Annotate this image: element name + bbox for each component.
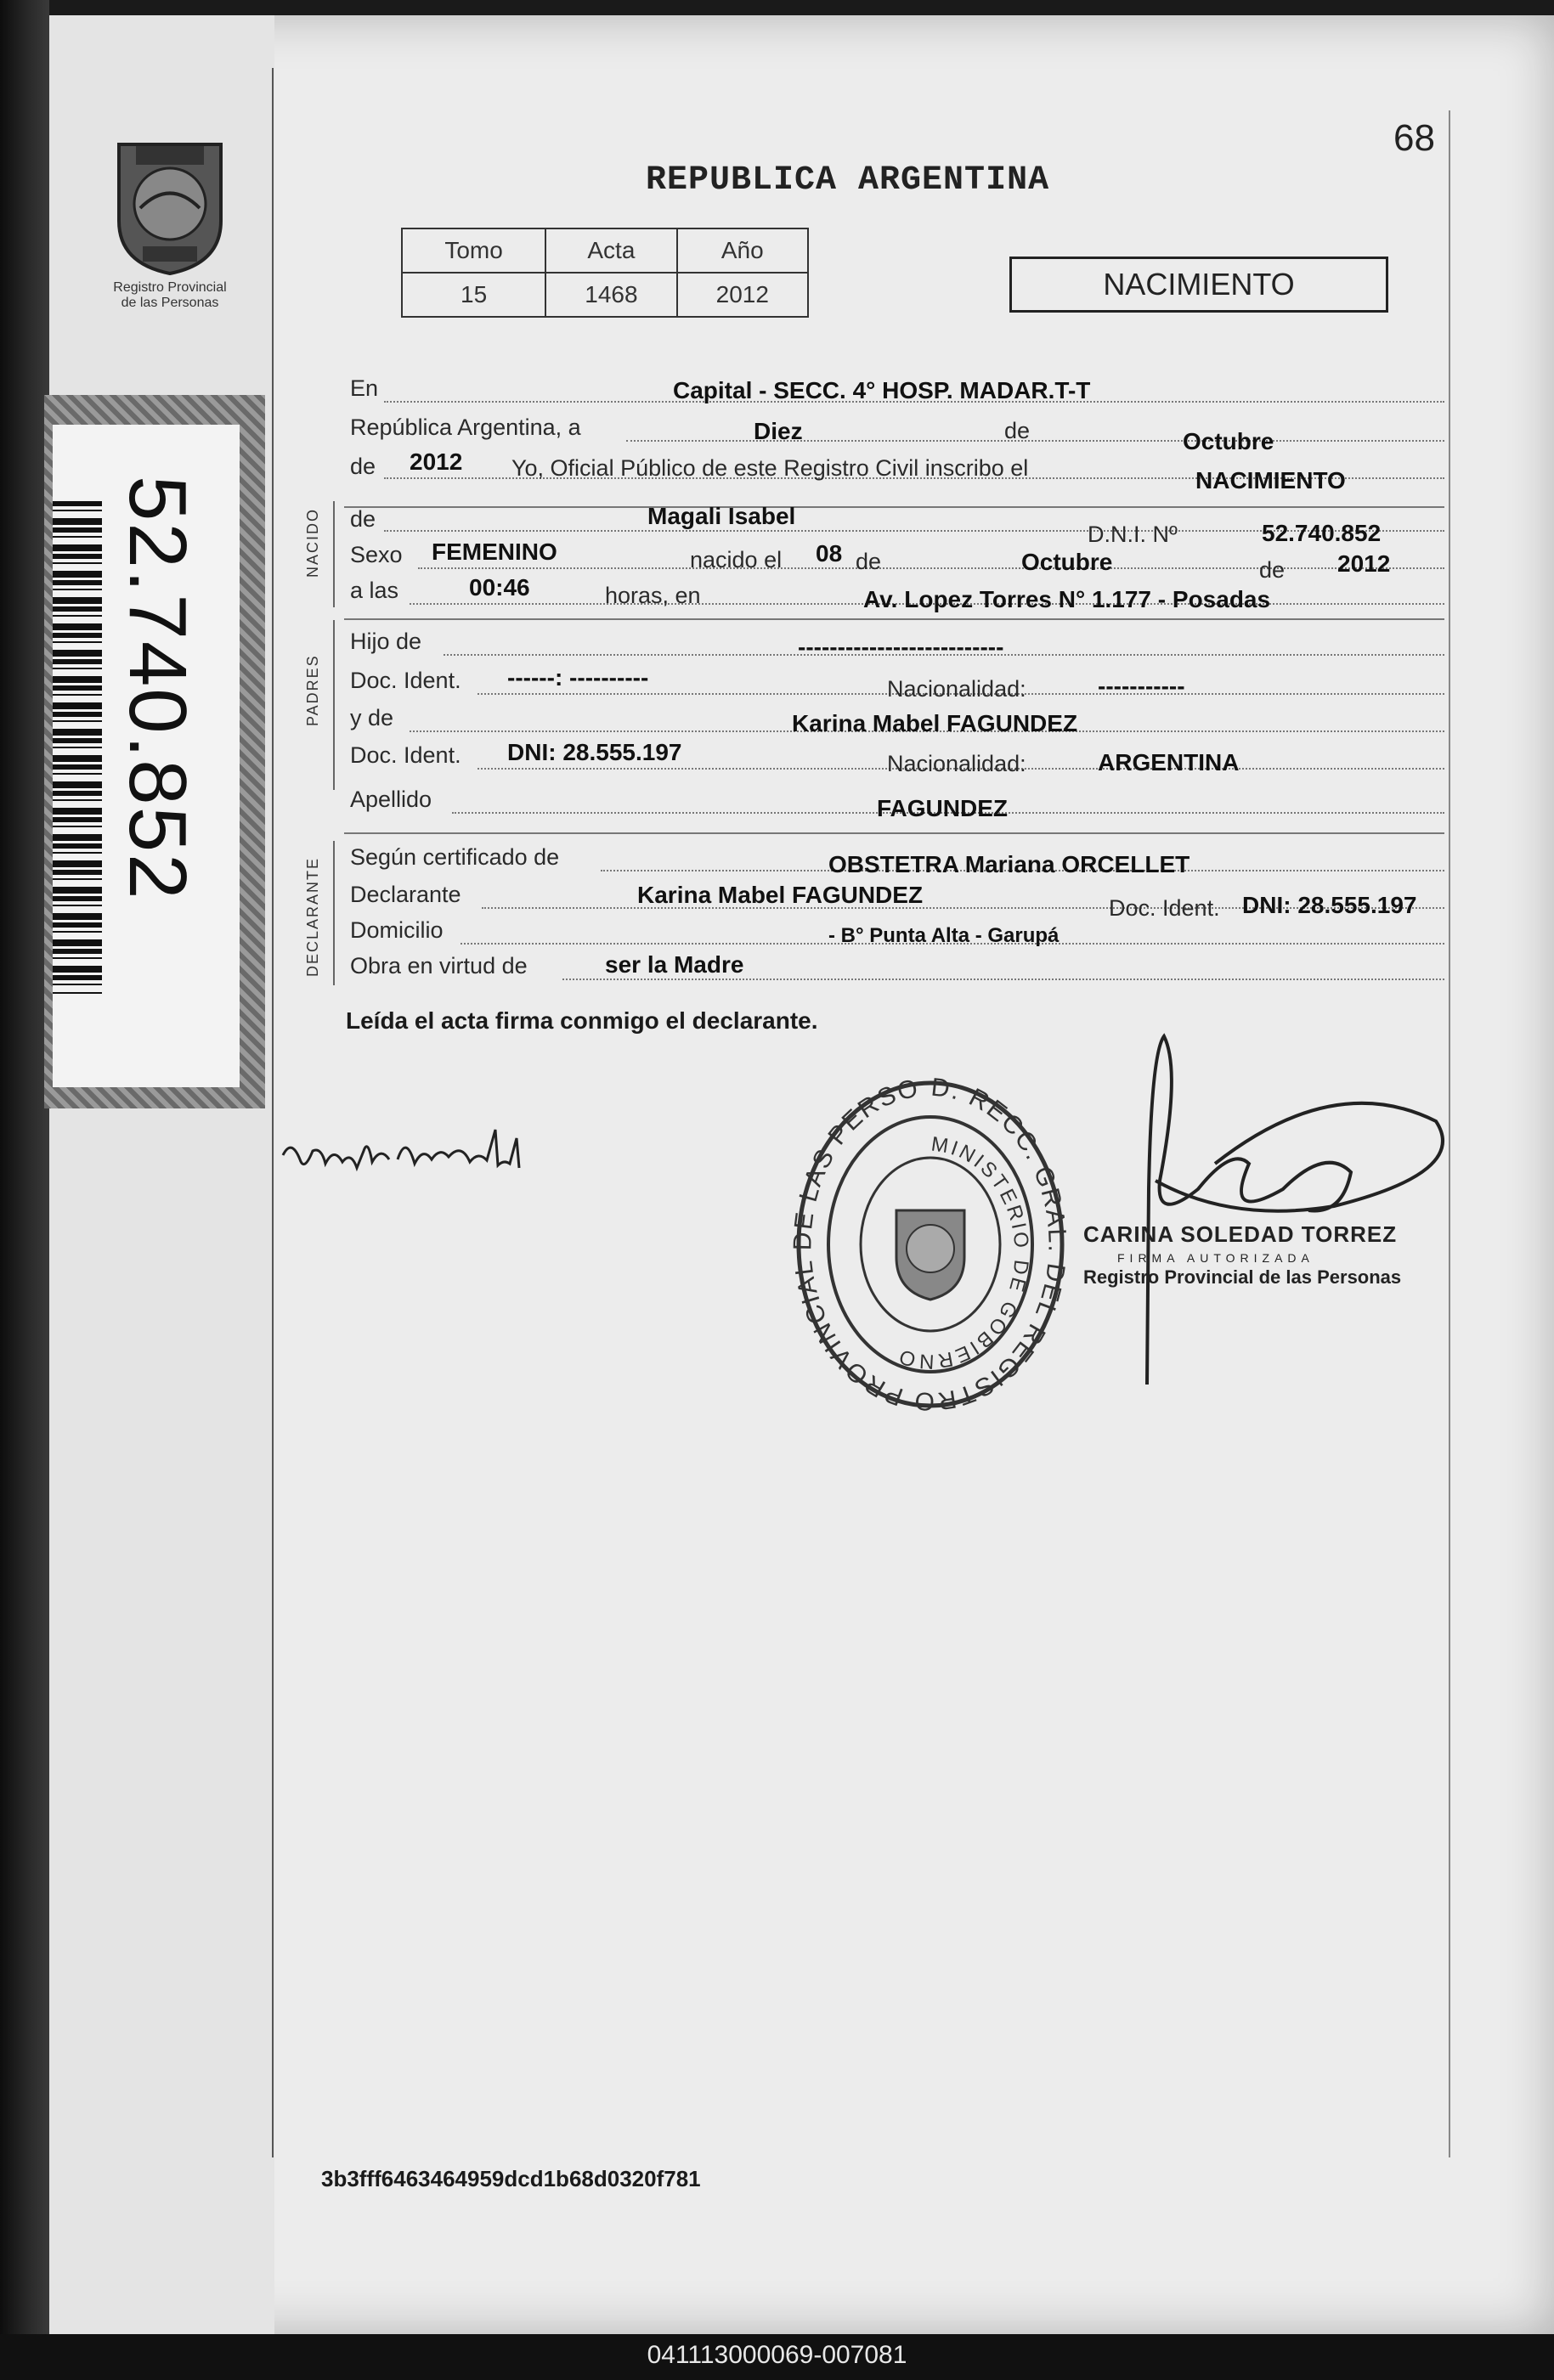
hijo-de-label: Hijo de [350, 629, 422, 654]
row-oficial [350, 448, 1444, 493]
signature-stamp [1083, 1221, 1449, 1289]
row-nacido-nombre [350, 501, 1444, 547]
section-divider-nacido [333, 501, 335, 607]
y-de-label: y de [350, 705, 394, 730]
nacido-mes-value: Octubre [1021, 549, 1113, 575]
declarante-value: Karina Mabel FAGUNDEZ [637, 882, 924, 908]
official-signature [1079, 1019, 1453, 1393]
row-apellido [350, 783, 1444, 821]
republica-dotline [626, 440, 1444, 442]
anio-value: 2012 [410, 448, 463, 475]
document-title: REPUBLICA ARGENTINA [646, 161, 1050, 200]
row-certificado [350, 841, 1444, 875]
row-declarante [350, 878, 1444, 921]
republica-label: República Argentina, a [350, 415, 581, 440]
section-divider-declarante [333, 841, 335, 985]
row-padre-doc [350, 664, 1444, 702]
left-rule [272, 68, 274, 2157]
domicilio-label: Domicilio [350, 917, 444, 943]
lugar-value: Av. Lopez Torres N° 1.177 - Posadas [863, 586, 1271, 612]
inscribo-value: NACIMIENTO [1195, 467, 1346, 493]
row-en [350, 375, 1444, 406]
declarante-doc-label: Doc. Ident. [1109, 895, 1220, 921]
hora-value: 00:46 [469, 574, 530, 601]
stamp-registry: Registro Provincial de las Personas [1083, 1266, 1402, 1288]
record-type: NACIMIENTO [1103, 267, 1295, 302]
section-label-declarante: DECLARANTE [304, 856, 321, 977]
nombre-value: Magali Isabel [647, 503, 796, 529]
section-label-padres: PADRES [304, 654, 321, 726]
row-madre-doc [350, 739, 1444, 776]
nacido-anio-de-label: de [1259, 557, 1286, 583]
table-value-anio: 2012 [677, 273, 808, 317]
stamp-role: FIRMA AUTORIZADA [1117, 1251, 1314, 1265]
page-number: 68 [1393, 117, 1435, 159]
nacido-anio-value: 2012 [1337, 550, 1391, 577]
row-obra [350, 950, 1444, 984]
registry-name-line1: Registro Provincial [113, 280, 227, 295]
row-republica [350, 415, 1444, 454]
seal-outer-text: D. RECC. GRAL. DEL REGISTRO PROVINCIAL DE LAS PERSO [790, 1073, 1071, 1416]
madre-value: Karina Mabel FAGUNDEZ [792, 710, 1078, 736]
en-label: En [350, 375, 379, 401]
barcode-bars [53, 501, 102, 994]
table-header-tomo: Tomo [402, 228, 545, 273]
anio-de-label: de [350, 454, 376, 479]
declarant-signature [279, 1121, 525, 1189]
padre-doc-value: ------: ---------- [507, 664, 649, 691]
row-domicilio [350, 914, 1444, 948]
register-table [401, 228, 809, 318]
dia-value: Diez [754, 418, 803, 444]
nacido-dia-value: 08 [816, 540, 843, 567]
section-label-nacido: NACIDO [304, 507, 321, 578]
table-value-acta: 1468 [545, 273, 676, 317]
dni-value: 52.740.852 [1262, 520, 1382, 546]
mes-value: Octubre [1183, 428, 1274, 454]
a-las-label: a las [350, 578, 399, 603]
dni-label: D.N.I. Nº [1088, 522, 1178, 547]
table-header-acta: Acta [545, 228, 676, 273]
nacido-el-label: nacido el [690, 547, 783, 572]
left-margin-strip [49, 15, 274, 2334]
book-spine [0, 0, 49, 2380]
official-seal [790, 1066, 1071, 1423]
declarante-doc-value: DNI: 28.555.197 [1242, 892, 1417, 918]
horas-en-label: horas, en [605, 583, 701, 608]
registry-name-line2: de las Personas [121, 296, 219, 310]
declarante-label: Declarante [350, 882, 461, 907]
en-value: Capital - SECC. 4° HOSP. MADAR.T-T [673, 377, 1091, 403]
domicilio-value: - B° Punta Alta - Garupá [828, 924, 1060, 947]
row-madre [350, 702, 1444, 736]
madre-doc-value: DNI: 28.555.197 [507, 739, 682, 765]
sexo-label: Sexo [350, 542, 403, 567]
registry-name [85, 280, 255, 311]
divider-nacido [344, 618, 1444, 620]
apellido-label: Apellido [350, 787, 432, 812]
row-nacido-hora [350, 574, 1444, 612]
row-hijo-de [350, 625, 1444, 659]
apellido-value: FAGUNDEZ [877, 795, 1008, 821]
stamp-name: CARINA SOLEDAD TORREZ [1083, 1221, 1398, 1247]
row-nacido-sexo [350, 539, 1444, 583]
table-header-anio: Año [677, 228, 808, 273]
padre-nac-label: Nacionalidad: [887, 676, 1026, 702]
nombre-de-label: de [350, 506, 376, 532]
obra-label: Obra en virtud de [350, 953, 528, 979]
record-type-box [1009, 257, 1388, 313]
madre-nac-value: ARGENTINA [1098, 749, 1240, 775]
section-divider-padres [333, 620, 335, 790]
barcode-number: 52.740.852 [112, 476, 203, 901]
padre-doc-label: Doc. Ident. [350, 668, 461, 693]
document-hash: 3b3fff6463464959dcd1b68d0320f781 [321, 2166, 701, 2191]
certificado-label: Según certificado de [350, 844, 560, 870]
madre-doc-label: Doc. Ident. [350, 742, 461, 768]
padre-nac-value: ----------- [1098, 673, 1185, 699]
certificado-value: OBSTETRA Mariana ORCELLET [828, 851, 1190, 877]
madre-nac-label: Nacionalidad: [887, 751, 1026, 776]
mes-de-label: de [1004, 418, 1031, 443]
padre-value: -------------------------- [798, 634, 1004, 660]
obra-value: ser la Madre [605, 951, 744, 978]
sexo-value: FEMENINO [432, 539, 557, 565]
divider-padres [344, 832, 1444, 834]
nacido-de-label: de [856, 549, 882, 574]
oficial-text: Yo, Oficial Público de este Registro Civil inscribo el [511, 455, 1029, 481]
footer-code: 041113000069-007081 [647, 2341, 907, 2369]
table-value-tomo: 15 [402, 273, 545, 317]
obra-dotline [562, 979, 1444, 980]
seal-inner-text: MINISTERIO DE GOBIERNO [894, 1132, 1033, 1373]
closing-text: Leída el acta firma conmigo el declarante. [346, 1007, 818, 1034]
sexo-dotline [418, 567, 1444, 569]
provincial-emblem [102, 127, 238, 276]
